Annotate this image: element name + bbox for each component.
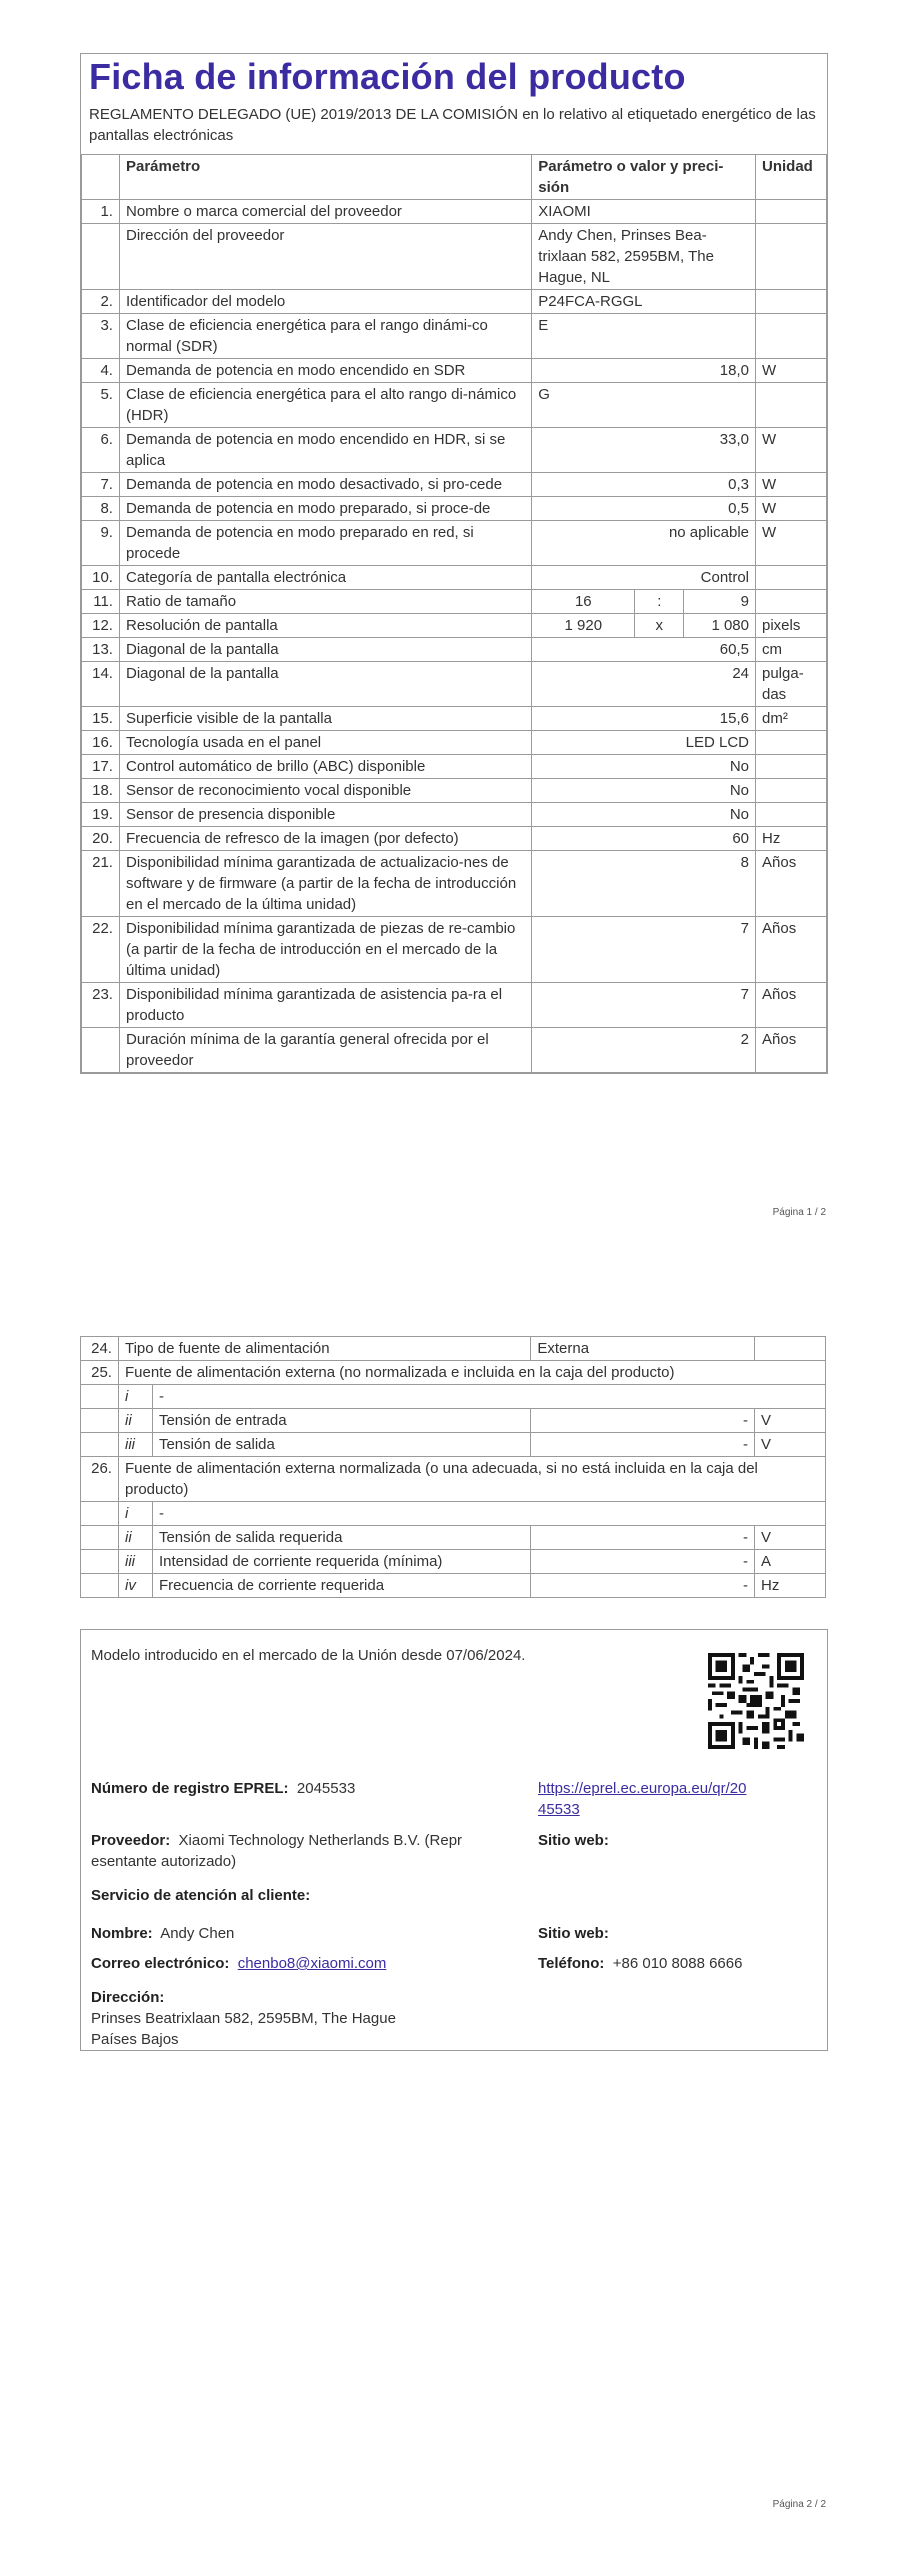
row-unit: W <box>756 521 827 566</box>
ratio-value-2: 1 080 <box>711 617 749 634</box>
row-param: Intensidad de corriente requerida (mínima) <box>152 1550 530 1574</box>
row-value: 60 <box>532 827 756 851</box>
row-unit <box>756 755 827 779</box>
table-row <box>82 428 827 473</box>
row-num: 5. <box>82 383 120 428</box>
row-value: 7 <box>532 917 756 983</box>
address-block <box>91 1987 396 2050</box>
row-value: Externa <box>531 1337 755 1361</box>
row-param: Superficie visible de la pantalla <box>119 707 531 731</box>
row-value: E <box>532 314 756 359</box>
table-row <box>82 383 827 428</box>
ratio-separator: x <box>635 614 684 637</box>
row-param: Frecuencia de corriente requerida <box>152 1574 530 1598</box>
table-row <box>82 638 827 662</box>
table-row <box>82 590 827 614</box>
header-unit: Unidad <box>756 155 827 200</box>
row-num <box>81 1433 119 1457</box>
table-row <box>81 1385 826 1409</box>
row-num <box>81 1574 119 1598</box>
row-sub: i <box>118 1385 152 1409</box>
row-num: 20. <box>82 827 120 851</box>
row-param: Identificador del modelo <box>119 290 531 314</box>
row-num: 24. <box>81 1337 119 1361</box>
power-supply-table <box>80 1336 826 1598</box>
header-param: Parámetro <box>119 155 531 200</box>
table-row <box>82 803 827 827</box>
row-num: 3. <box>82 314 120 359</box>
address-label: Dirección: <box>91 1989 165 2006</box>
row-param: Tensión de salida <box>152 1433 530 1457</box>
row-num: 22. <box>82 917 120 983</box>
table-row <box>81 1574 826 1598</box>
row-param: Nombre o marca comercial del proveedor <box>119 200 531 224</box>
eprel-label: Número de registro EPREL: <box>91 1780 289 1797</box>
row-param: Frecuencia de refresco de la imagen (por defecto) <box>119 827 531 851</box>
row-value <box>532 590 756 614</box>
row-value: 2 <box>532 1028 756 1073</box>
row-num: 9. <box>82 521 120 566</box>
ratio-value-1: 1 920 <box>532 614 635 637</box>
row-param: Demanda de potencia en modo preparado, si proce-de <box>119 497 531 521</box>
row-param: Disponibilidad mínima garantizada de actualizacio-nes de software y de firmware (a partir de la fecha de introducción en el mercado de la última unidad) <box>119 851 531 917</box>
row-num: 18. <box>82 779 120 803</box>
table-row <box>82 314 827 359</box>
row-num: 23. <box>82 983 120 1028</box>
row-param: Tecnología usada en el panel <box>119 731 531 755</box>
table-row <box>82 359 827 383</box>
contact-name-block <box>91 1923 234 1944</box>
row-value: 33,0 <box>532 428 756 473</box>
table-row <box>82 707 827 731</box>
row-num <box>81 1526 119 1550</box>
table-row <box>81 1337 826 1361</box>
table-row <box>81 1502 826 1526</box>
row-value: No <box>532 755 756 779</box>
row-param: Clase de eficiencia energética para el rango dinámi-co normal (SDR) <box>119 314 531 359</box>
row-num <box>81 1550 119 1574</box>
phone-label: Teléfono: <box>538 1955 605 1972</box>
row-value: no aplicable <box>532 521 756 566</box>
row-unit: Hz <box>756 827 827 851</box>
row-value: - <box>531 1409 755 1433</box>
table-row <box>82 755 827 779</box>
row-unit <box>756 731 827 755</box>
row-value: 24 <box>532 662 756 707</box>
row-param: Diagonal de la pantalla <box>119 662 531 707</box>
row-unit: V <box>755 1526 826 1550</box>
row-sub: ii <box>118 1526 152 1550</box>
row-unit <box>756 383 827 428</box>
row-value: 7 <box>532 983 756 1028</box>
row-unit: Hz <box>755 1574 826 1598</box>
row-unit: W <box>756 473 827 497</box>
row-num: 10. <box>82 566 120 590</box>
ratio-separator: : <box>635 590 684 613</box>
parameters-table <box>81 154 827 1073</box>
table-row <box>81 1526 826 1550</box>
table-row <box>82 200 827 224</box>
ratio-value-1: 16 <box>532 590 635 613</box>
row-value <box>532 614 756 638</box>
row-unit <box>756 566 827 590</box>
address-line-1: Prinses Beatrixlaan 582, 2595BM, The Hague <box>91 2010 396 2027</box>
row-value: Andy Chen, Prinses Bea-trixlaan 582, 2595BM, The Hague, NL <box>532 224 756 290</box>
row-unit <box>756 779 827 803</box>
row-value: - <box>152 1502 825 1526</box>
eprel-number: 2045533 <box>296 1780 356 1797</box>
row-unit: dm² <box>756 707 827 731</box>
row-num: 16. <box>82 731 120 755</box>
row-num: 25. <box>81 1361 119 1385</box>
email-link[interactable]: chenbo8@xiaomi.com <box>237 1955 387 1972</box>
email-block <box>91 1953 386 1974</box>
table-row <box>82 662 827 707</box>
website-label-2: Sitio web: <box>538 1925 609 1942</box>
eprel-link[interactable]: https://eprel.ec.europa.eu/qr/20 45533 <box>538 1780 747 1818</box>
table-row <box>82 1028 827 1073</box>
eprel-registration <box>91 1778 355 1799</box>
table-row <box>82 614 827 638</box>
row-value: LED LCD <box>532 731 756 755</box>
table-row <box>81 1457 826 1502</box>
row-num: 8. <box>82 497 120 521</box>
row-unit: cm <box>756 638 827 662</box>
row-unit: Años <box>756 917 827 983</box>
row-value: G <box>532 383 756 428</box>
row-param: Ratio de tamaño <box>119 590 531 614</box>
row-param: Disponibilidad mínima garantizada de asistencia pa-ra el producto <box>119 983 531 1028</box>
row-num: 2. <box>82 290 120 314</box>
website-label: Sitio web: <box>538 1832 609 1849</box>
row-param: Fuente de alimentación externa normalizada (o una adecuada, si no está incluida en la caja del producto) <box>118 1457 825 1502</box>
row-unit: Años <box>756 1028 827 1073</box>
table-row <box>82 290 827 314</box>
row-param: Tipo de fuente de alimentación <box>118 1337 530 1361</box>
row-unit <box>756 314 827 359</box>
row-value: No <box>532 803 756 827</box>
page-title: Ficha de información del producto <box>89 56 686 97</box>
row-sub: ii <box>118 1409 152 1433</box>
row-num: 26. <box>81 1457 119 1502</box>
table-row <box>82 566 827 590</box>
row-param: Categoría de pantalla electrónica <box>119 566 531 590</box>
row-num: 21. <box>82 851 120 917</box>
row-value: P24FCA-RGGL <box>532 290 756 314</box>
qr-code-icon <box>708 1653 804 1749</box>
row-unit: V <box>755 1409 826 1433</box>
row-num: 19. <box>82 803 120 827</box>
row-num <box>81 1502 119 1526</box>
row-num: 7. <box>82 473 120 497</box>
row-param: Sensor de presencia disponible <box>119 803 531 827</box>
row-num: 4. <box>82 359 120 383</box>
row-num: 12. <box>82 614 120 638</box>
table-row <box>82 224 827 290</box>
address-line-2: Países Bajos <box>91 2031 179 2048</box>
row-param: Diagonal de la pantalla <box>119 638 531 662</box>
row-num <box>82 224 120 290</box>
page-number-1: Página 1 / 2 <box>772 1207 826 1218</box>
row-param: Control automático de brillo (ABC) disponible <box>119 755 531 779</box>
row-sub: iv <box>118 1574 152 1598</box>
row-unit: Años <box>756 983 827 1028</box>
row-sub: iii <box>118 1433 152 1457</box>
row-value: - <box>152 1385 825 1409</box>
ratio-value-2: 9 <box>740 593 749 610</box>
table-row <box>82 731 827 755</box>
contact-name-label: Nombre: <box>91 1925 153 1942</box>
row-unit: pulga-das <box>756 662 827 707</box>
row-value: - <box>531 1433 755 1457</box>
row-num: 11. <box>82 590 120 614</box>
row-unit <box>755 1337 826 1361</box>
market-date-text: Modelo introducido en el mercado de la Unión desde 07/06/2024. <box>91 1647 526 1664</box>
row-value: Control <box>532 566 756 590</box>
table-row <box>81 1550 826 1574</box>
row-sub: i <box>118 1502 152 1526</box>
row-param: Demanda de potencia en modo encendido en HDR, si se aplica <box>119 428 531 473</box>
table-row <box>82 851 827 917</box>
row-value: 8 <box>532 851 756 917</box>
row-param: Clase de eficiencia energética para el alto rango di-námico (HDR) <box>119 383 531 428</box>
table-row <box>82 917 827 983</box>
row-value: 0,5 <box>532 497 756 521</box>
contact-name: Andy Chen <box>160 1925 235 1942</box>
eprel-link-block <box>538 1778 746 1820</box>
row-param: Demanda de potencia en modo desactivado, si pro-cede <box>119 473 531 497</box>
phone-block <box>538 1953 742 1974</box>
supplier-name-cont: esentante autorizado) <box>91 1853 237 1870</box>
customer-service-label: Servicio de atención al cliente: <box>91 1887 311 1904</box>
row-unit: Años <box>756 851 827 917</box>
row-param: Dirección del proveedor <box>119 224 531 290</box>
row-unit: V <box>755 1433 826 1457</box>
row-value: 15,6 <box>532 707 756 731</box>
supplier-block <box>91 1830 531 1872</box>
header-value: Parámetro o valor y preci-sión <box>532 155 756 200</box>
row-value: - <box>531 1550 755 1574</box>
email-label: Correo electrónico: <box>91 1955 230 1972</box>
row-unit <box>756 290 827 314</box>
supplier-name: Xiaomi Technology Netherlands B.V. (Repr <box>178 1832 463 1849</box>
supplier-info-box <box>80 1629 828 2051</box>
product-info-sheet <box>80 53 828 1074</box>
table-row <box>82 473 827 497</box>
table-row <box>81 1433 826 1457</box>
table-row <box>81 1409 826 1433</box>
row-value: 60,5 <box>532 638 756 662</box>
row-param: Fuente de alimentación externa (no normalizada e incluida en la caja del producto) <box>118 1361 825 1385</box>
table-row <box>82 521 827 566</box>
row-num: 17. <box>82 755 120 779</box>
row-param: Tensión de salida requerida <box>152 1526 530 1550</box>
row-unit: W <box>756 497 827 521</box>
row-value: XIAOMI <box>532 200 756 224</box>
table-row <box>82 497 827 521</box>
table-row <box>82 983 827 1028</box>
row-num <box>81 1409 119 1433</box>
row-num: 6. <box>82 428 120 473</box>
row-param: Demanda de potencia en modo encendido en SDR <box>119 359 531 383</box>
row-param: Duración mínima de la garantía general ofrecida por el proveedor <box>119 1028 531 1073</box>
row-param: Resolución de pantalla <box>119 614 531 638</box>
row-value: 0,3 <box>532 473 756 497</box>
row-num: 15. <box>82 707 120 731</box>
row-value: - <box>531 1574 755 1598</box>
row-param: Disponibilidad mínima garantizada de piezas de re-cambio (a partir de la fecha de introducción en el mercado de la última unidad) <box>119 917 531 983</box>
table-header-row <box>82 155 827 200</box>
row-num: 13. <box>82 638 120 662</box>
row-param: Sensor de reconocimiento vocal disponible <box>119 779 531 803</box>
row-unit <box>756 200 827 224</box>
row-num: 1. <box>82 200 120 224</box>
page-number-2: Página 2 / 2 <box>772 2499 826 2510</box>
row-unit: pixels <box>756 614 827 638</box>
row-num: 14. <box>82 662 120 707</box>
header-num <box>82 155 120 200</box>
row-value: - <box>531 1526 755 1550</box>
table-row <box>82 827 827 851</box>
row-unit: W <box>756 428 827 473</box>
row-param: Tensión de entrada <box>152 1409 530 1433</box>
row-unit: A <box>755 1550 826 1574</box>
row-num <box>82 1028 120 1073</box>
power-supply-section <box>80 1336 826 1598</box>
row-sub: iii <box>118 1550 152 1574</box>
supplier-label: Proveedor: <box>91 1832 171 1849</box>
row-unit <box>756 590 827 614</box>
row-unit <box>756 224 827 290</box>
row-value: 18,0 <box>532 359 756 383</box>
table-row <box>81 1361 826 1385</box>
row-param: Demanda de potencia en modo preparado en red, si procede <box>119 521 531 566</box>
row-unit <box>756 803 827 827</box>
row-unit: W <box>756 359 827 383</box>
phone-number: +86 010 8088 6666 <box>612 1955 743 1972</box>
row-value: No <box>532 779 756 803</box>
row-num <box>81 1385 119 1409</box>
table-row <box>82 779 827 803</box>
regulation-subtitle: REGLAMENTO DELEGADO (UE) 2019/2013 DE LA COMISIÓN en lo relativo al etiquetado energético de las pantallas electrónicas <box>89 106 816 144</box>
